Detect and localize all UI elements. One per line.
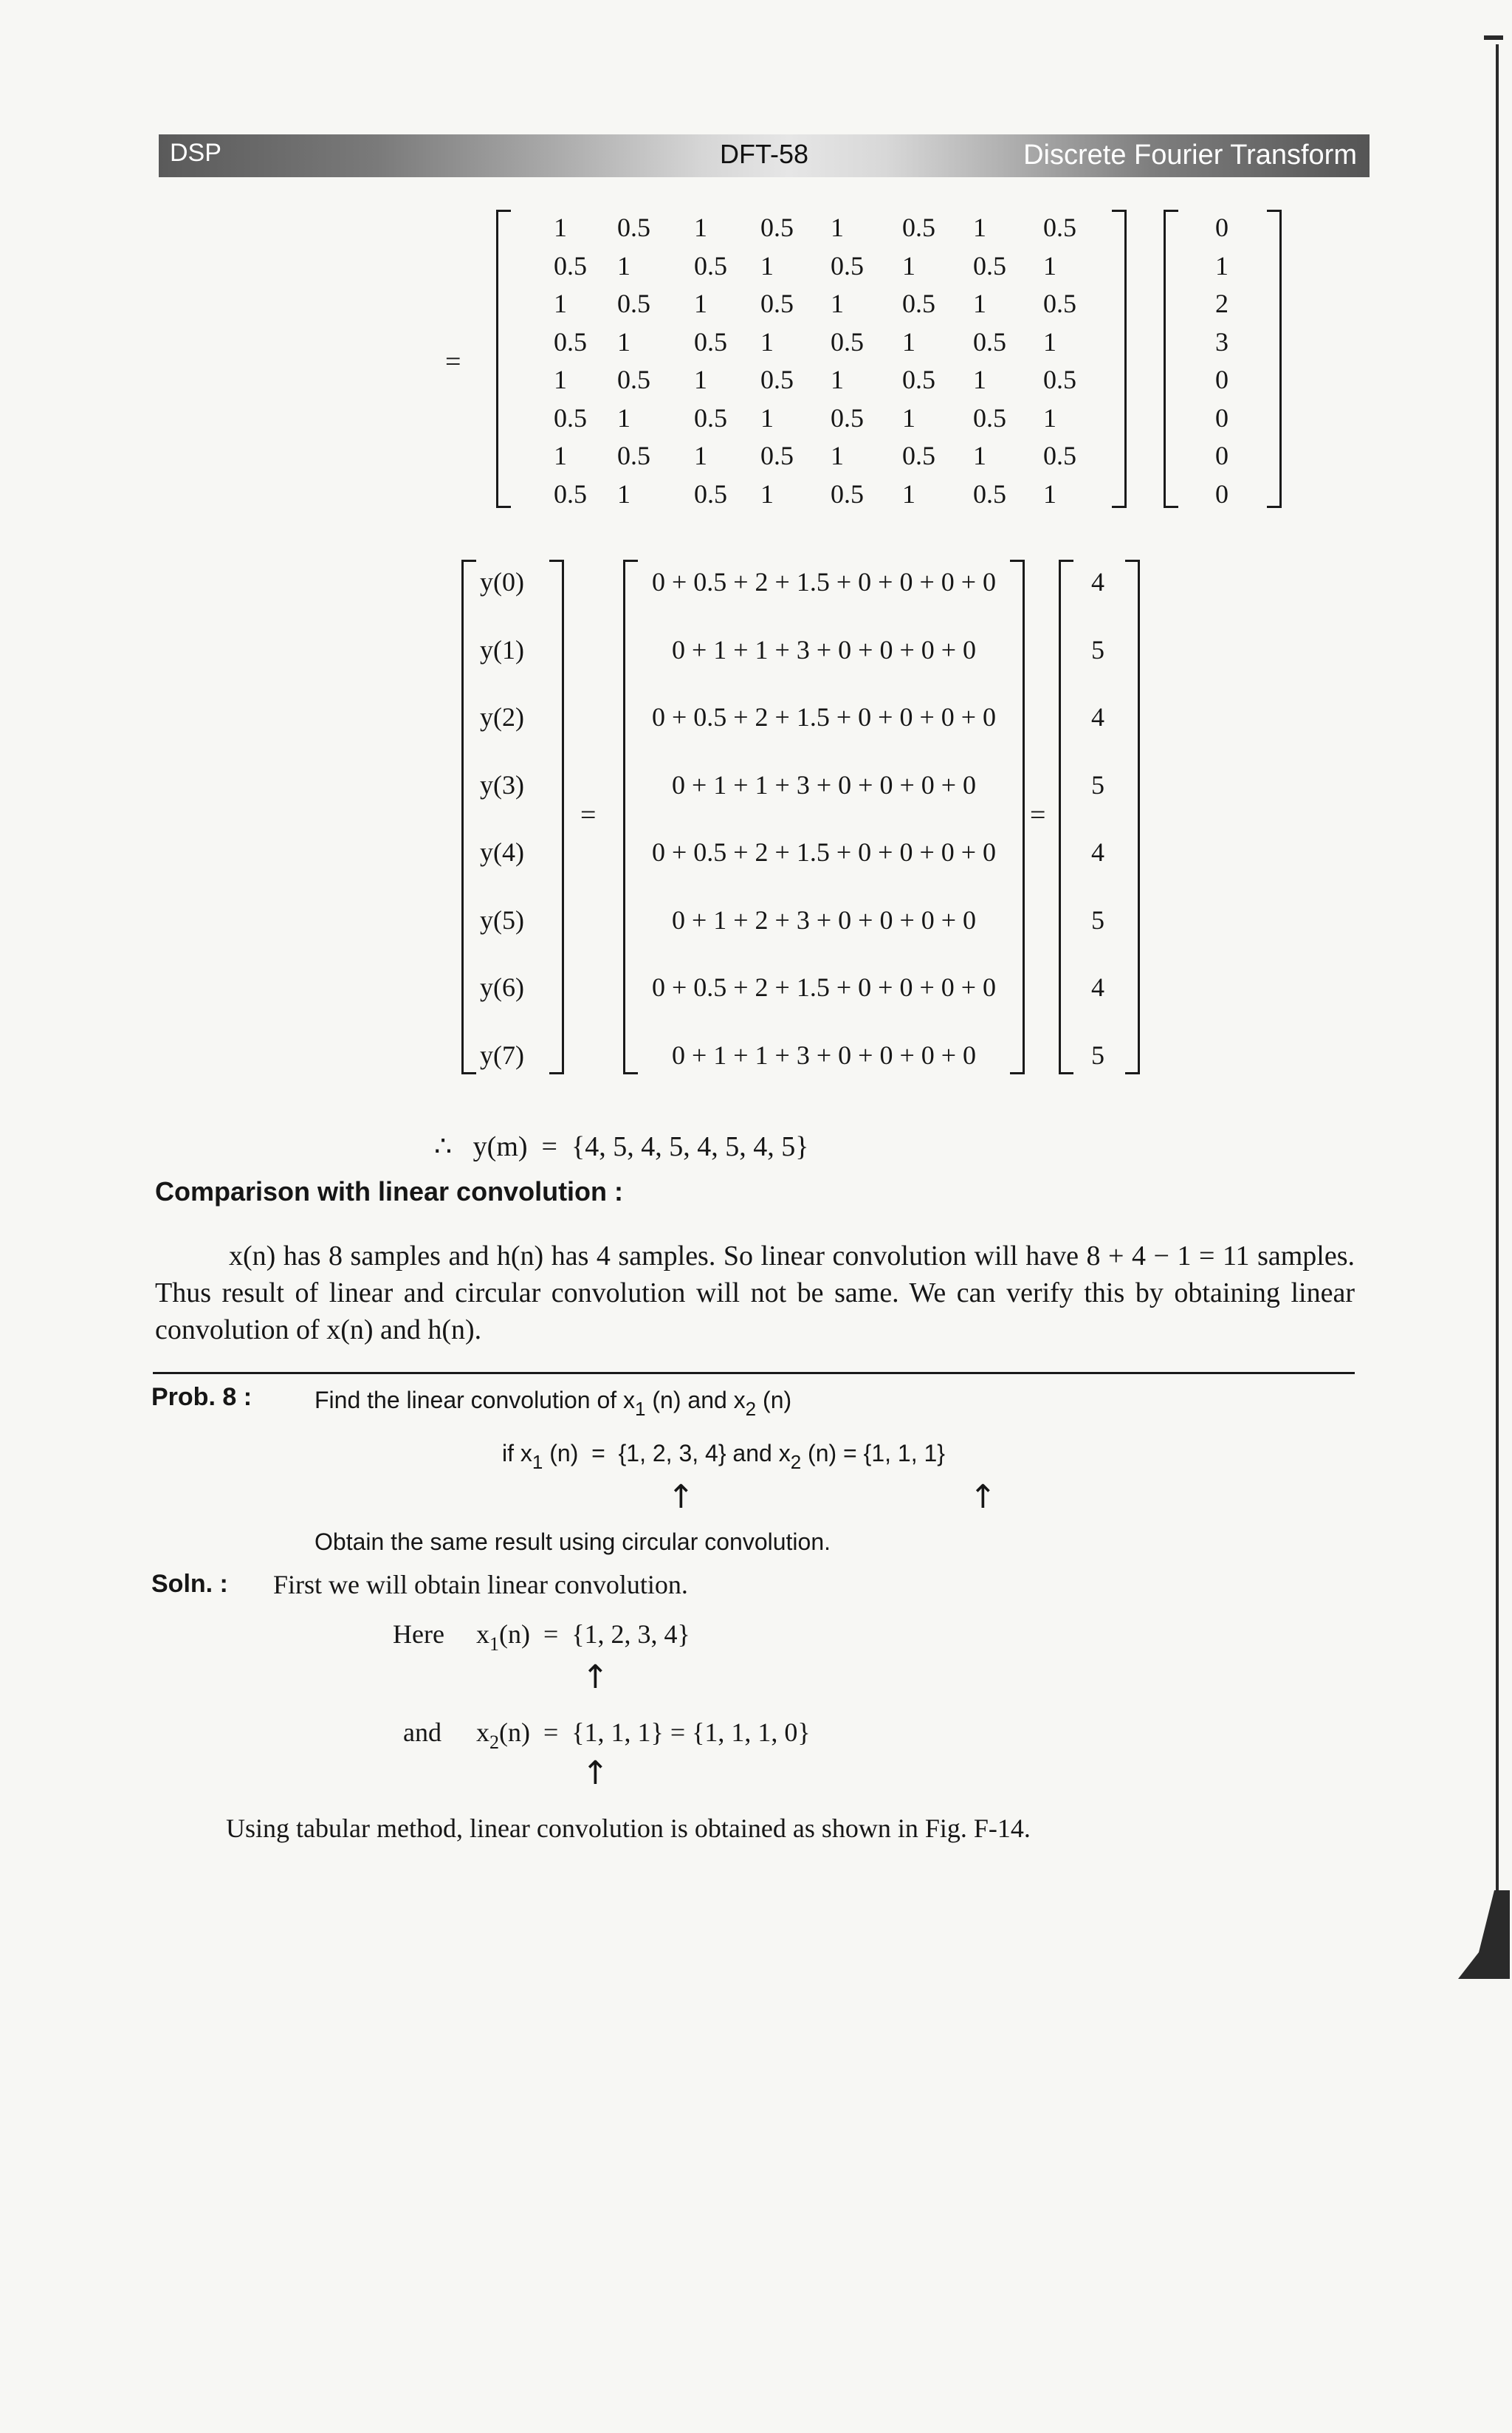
result-line: ∴ y(m) = {4, 5, 4, 5, 4, 5, 4, 5} bbox=[434, 1131, 809, 1162]
matrix-top-cell: 1 bbox=[902, 402, 915, 433]
matrix-top-cell: 0.5 bbox=[554, 402, 587, 433]
matrix-top-cell: 1 bbox=[902, 478, 915, 509]
matrix-top-cell: 0.5 bbox=[973, 250, 1006, 281]
prob-if-sub2: 2 bbox=[790, 1451, 802, 1473]
soln-x2-line bbox=[476, 1717, 811, 1754]
matrix-top-cell: 0.5 bbox=[831, 478, 864, 509]
y-sum: 0 + 1 + 2 + 3 + 0 + 0 + 0 + 0 bbox=[671, 905, 977, 935]
prob-if-b: (n) = {1, 2, 3, 4} and x bbox=[549, 1440, 791, 1466]
matrix-top-cell: 0.5 bbox=[973, 402, 1006, 433]
y-sum: 0 + 1 + 1 + 3 + 0 + 0 + 0 + 0 bbox=[671, 634, 977, 665]
soln-label: Soln. : bbox=[151, 1570, 228, 1598]
y-label: y(3) bbox=[480, 769, 524, 800]
prob-sub1: 1 bbox=[635, 1398, 646, 1420]
matrix-top-cell: 0.5 bbox=[1043, 289, 1076, 318]
y-label: y(6) bbox=[480, 972, 524, 1002]
matrix-top-cell: 0.5 bbox=[760, 441, 794, 470]
soln-x2-a: x bbox=[476, 1717, 489, 1747]
prob-statement bbox=[315, 1387, 791, 1421]
matrix-top-cell: 0.5 bbox=[1043, 441, 1076, 470]
matrix-top-cell: 0.5 bbox=[694, 250, 727, 281]
soln-closing: Using tabular method, linear convolution is obtained as shown in Fig. F-14. bbox=[226, 1813, 1031, 1843]
matrix-top-cell: 0.5 bbox=[694, 402, 727, 433]
origin-arrow-2: ↑ bbox=[969, 1478, 997, 1516]
y-result: 4 bbox=[1091, 702, 1104, 732]
origin-arrow-3: ↑ bbox=[582, 1658, 609, 1696]
matrix-top-cell: 1 bbox=[831, 365, 844, 394]
y-sum: 0 + 1 + 1 + 3 + 0 + 0 + 0 + 0 bbox=[671, 769, 977, 800]
matrix-top-cell: 0.5 bbox=[902, 441, 935, 470]
matrix-top-cell: 1 bbox=[617, 478, 630, 509]
soln-x1-a: x bbox=[476, 1619, 489, 1649]
sums-right-bracket bbox=[1010, 560, 1025, 1074]
y-sum: 0 + 0.5 + 2 + 1.5 + 0 + 0 + 0 + 0 bbox=[651, 972, 997, 1002]
matrix-top-cell: 0.5 bbox=[973, 326, 1006, 357]
y-label: y(5) bbox=[480, 905, 524, 935]
matrix-top-cell: 1 bbox=[617, 402, 630, 433]
matrix-top-cell: 1 bbox=[1043, 326, 1056, 357]
matrix-top-cell: 1 bbox=[760, 478, 774, 509]
vector-top-cell: 0 bbox=[1215, 478, 1228, 509]
matrix-top-cell: 1 bbox=[617, 250, 630, 281]
vector-top-cell: 0 bbox=[1215, 441, 1228, 470]
vector-top-cell: 1 bbox=[1215, 250, 1228, 281]
matrix-top-cell: 0.5 bbox=[831, 326, 864, 357]
y-equals-1: = bbox=[580, 800, 597, 831]
prob-text-b: (n) and x bbox=[652, 1387, 746, 1413]
y-label: y(0) bbox=[480, 567, 524, 597]
sums-left-bracket bbox=[623, 560, 638, 1074]
origin-arrow-4: ↑ bbox=[582, 1754, 609, 1792]
y-label: y(4) bbox=[480, 837, 524, 867]
results-left-bracket bbox=[1059, 560, 1073, 1074]
matrix-top-right-bracket bbox=[1112, 210, 1127, 508]
page-edge-line bbox=[1496, 44, 1499, 1964]
matrix-top-cell: 1 bbox=[902, 250, 915, 281]
vector-top-cell: 0 bbox=[1215, 365, 1228, 394]
matrix-top-cell: 1 bbox=[760, 326, 774, 357]
matrix-top-cell: 1 bbox=[554, 365, 567, 394]
y-labels-right-bracket bbox=[549, 560, 564, 1074]
matrix-top-cell: 0.5 bbox=[760, 365, 794, 394]
matrix-top-cell: 0.5 bbox=[902, 289, 935, 318]
matrix-top-cell: 1 bbox=[831, 289, 844, 318]
y-result: 5 bbox=[1091, 1040, 1104, 1070]
matrix-top-cell: 1 bbox=[973, 289, 986, 318]
results-right-bracket bbox=[1125, 560, 1140, 1074]
soln-x1-b: (n) = {1, 2, 3, 4} bbox=[499, 1619, 690, 1649]
matrix-top-cell: 1 bbox=[831, 441, 844, 470]
matrix-top-cell: 1 bbox=[554, 289, 567, 318]
matrix-top-cell: 0.5 bbox=[760, 213, 794, 242]
prob-sub2: 2 bbox=[745, 1398, 757, 1420]
y-result: 5 bbox=[1091, 769, 1104, 800]
matrix-top-cell: 1 bbox=[694, 365, 707, 394]
origin-arrow-1: ↑ bbox=[667, 1478, 695, 1516]
matrix-top-cell: 1 bbox=[1043, 250, 1056, 281]
matrix-top-equals: = bbox=[445, 346, 461, 377]
prob-text-c: (n) bbox=[763, 1387, 792, 1413]
y-labels-left-bracket bbox=[461, 560, 476, 1074]
y-result: 5 bbox=[1091, 905, 1104, 935]
soln-and: and bbox=[403, 1717, 441, 1747]
prob-line3: Obtain the same result using circular convolution. bbox=[315, 1528, 831, 1555]
section-divider bbox=[153, 1372, 1355, 1374]
y-label: y(1) bbox=[480, 634, 524, 665]
comparison-text: x(n) has 8 samples and h(n) has 4 samples. So linear convolution will have 8 + 4 − 1 = 11 samples. Thus result of linear and circular convolution will not be same. We can verify this by obtaining linear convolution of x(n) and h(n). bbox=[155, 1240, 1355, 1345]
matrix-top-cell: 0.5 bbox=[554, 326, 587, 357]
matrix-top-cell: 1 bbox=[973, 365, 986, 394]
soln-here: Here bbox=[393, 1619, 444, 1649]
y-result: 4 bbox=[1091, 972, 1104, 1002]
header-page-number: DFT-58 bbox=[720, 139, 809, 169]
matrix-top-cell: 0.5 bbox=[694, 478, 727, 509]
soln-x1-line bbox=[476, 1619, 690, 1655]
matrix-top-cell: 1 bbox=[973, 213, 986, 242]
y-result: 4 bbox=[1091, 837, 1104, 867]
matrix-top-cell: 0.5 bbox=[554, 250, 587, 281]
prob-if-a: if x bbox=[502, 1440, 532, 1466]
matrix-top-cell: 1 bbox=[973, 441, 986, 470]
matrix-top-cell: 1 bbox=[902, 326, 915, 357]
matrix-top-cell: 0.5 bbox=[973, 478, 1006, 509]
matrix-top-left-bracket bbox=[496, 210, 511, 508]
matrix-top-cell: 1 bbox=[554, 441, 567, 470]
matrix-top-cell: 1 bbox=[760, 250, 774, 281]
matrix-top-cell: 1 bbox=[1043, 478, 1056, 509]
y-sum: 0 + 1 + 1 + 3 + 0 + 0 + 0 + 0 bbox=[671, 1040, 977, 1070]
matrix-top-cell: 1 bbox=[1043, 402, 1056, 433]
matrix-top-cell: 0.5 bbox=[831, 250, 864, 281]
y-result: 4 bbox=[1091, 567, 1104, 597]
matrix-top-cell: 1 bbox=[694, 213, 707, 242]
header-chapter-title: Discrete Fourier Transform bbox=[1023, 140, 1357, 171]
soln-x2-sub: 2 bbox=[489, 1732, 499, 1753]
matrix-top-cell: 0.5 bbox=[694, 326, 727, 357]
y-sum: 0 + 0.5 + 2 + 1.5 + 0 + 0 + 0 + 0 bbox=[651, 837, 997, 867]
soln-x2-b: (n) = {1, 1, 1} = {1, 1, 1, 0} bbox=[499, 1717, 811, 1747]
matrix-top-cell: 0.5 bbox=[554, 478, 587, 509]
y-result: 5 bbox=[1091, 634, 1104, 665]
vector-top-cell: 0 bbox=[1215, 213, 1228, 242]
prob-text-a: Find the linear convolution of x bbox=[315, 1387, 636, 1413]
prob-label: Prob. 8 : bbox=[151, 1383, 252, 1411]
vector-top-cell: 0 bbox=[1215, 402, 1228, 433]
vector-top-cell: 3 bbox=[1215, 326, 1228, 357]
matrix-top-cell: 1 bbox=[554, 213, 567, 242]
matrix-top-cell: 0.5 bbox=[617, 213, 650, 242]
matrix-top-cell: 0.5 bbox=[902, 213, 935, 242]
matrix-top-cell: 0.5 bbox=[760, 289, 794, 318]
vector-right-bracket bbox=[1267, 210, 1282, 508]
y-sum: 0 + 0.5 + 2 + 1.5 + 0 + 0 + 0 + 0 bbox=[651, 702, 997, 732]
matrix-top-cell: 0.5 bbox=[1043, 365, 1076, 394]
soln-x1-sub: 1 bbox=[489, 1633, 499, 1655]
matrix-top-cell: 1 bbox=[831, 213, 844, 242]
matrix-top-cell: 1 bbox=[694, 441, 707, 470]
prob-if-line bbox=[502, 1440, 945, 1474]
matrix-top-cell: 0.5 bbox=[617, 289, 650, 318]
prob-if-c: (n) = {1, 1, 1} bbox=[808, 1440, 945, 1466]
matrix-top-cell: 0.5 bbox=[1043, 213, 1076, 242]
y-label: y(7) bbox=[480, 1040, 524, 1070]
matrix-top-cell: 0.5 bbox=[831, 402, 864, 433]
comparison-heading: Comparison with linear convolution : bbox=[155, 1176, 624, 1207]
matrix-top-cell: 0.5 bbox=[902, 365, 935, 394]
vector-left-bracket bbox=[1164, 210, 1178, 508]
soln-intro: First we will obtain linear convolution. bbox=[273, 1570, 688, 1599]
y-sum: 0 + 0.5 + 2 + 1.5 + 0 + 0 + 0 + 0 bbox=[651, 567, 997, 597]
header-left: DSP bbox=[170, 139, 221, 167]
y-equals-2: = bbox=[1030, 800, 1046, 831]
page-edge-shadow bbox=[1458, 1890, 1510, 1979]
matrix-top-cell: 0.5 bbox=[617, 365, 650, 394]
matrix-top-cell: 1 bbox=[617, 326, 630, 357]
matrix-top-cell: 1 bbox=[694, 289, 707, 318]
page-edge-top bbox=[1484, 35, 1503, 40]
matrix-top-cell: 0.5 bbox=[617, 441, 650, 470]
prob-if-sub1: 1 bbox=[532, 1451, 543, 1473]
y-label: y(2) bbox=[480, 702, 524, 732]
vector-top-cell: 2 bbox=[1215, 289, 1228, 318]
matrix-top-cell: 1 bbox=[760, 402, 774, 433]
